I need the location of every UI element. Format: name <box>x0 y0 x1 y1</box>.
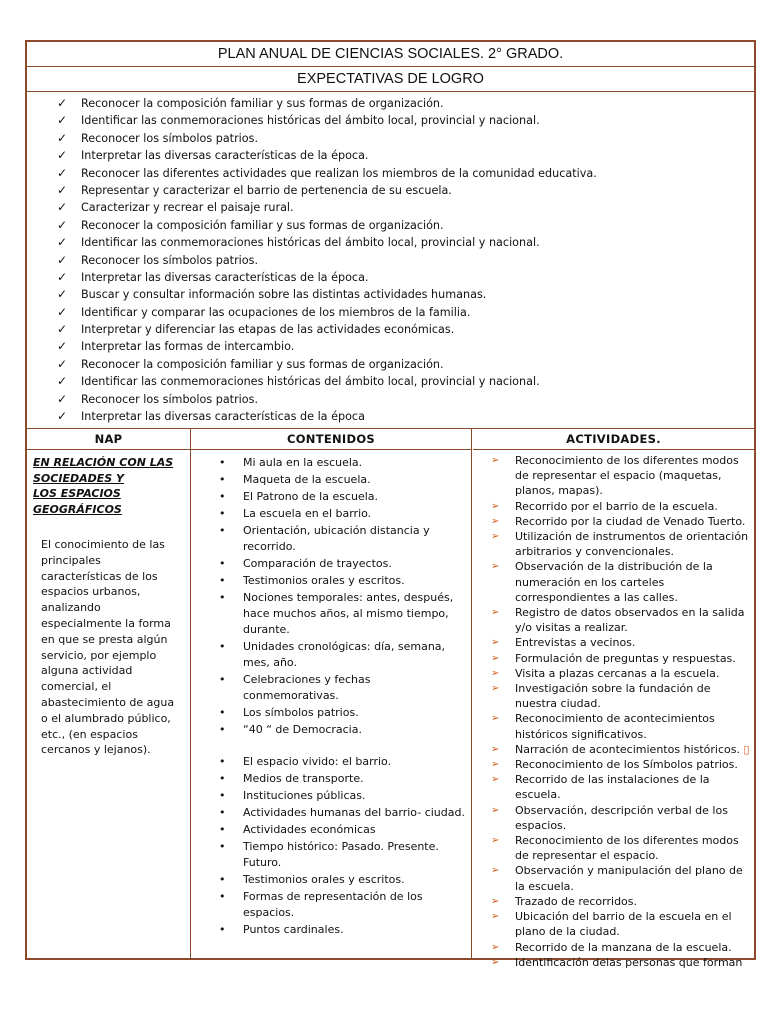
document-page <box>25 40 756 969</box>
actividad-item-text: Reconocimiento de los Símbolos patrios. <box>515 758 738 772</box>
actividad-item-text: Recorrido por la ciudad de Venado Tuerto. <box>515 514 746 528</box>
expectativa-item <box>57 408 597 425</box>
actividad-item-text: Observación y manipulación del plano de la escuela. <box>515 864 743 893</box>
bullet-icon: • <box>219 490 226 503</box>
bullet-icon: • <box>219 755 226 768</box>
contenido-item-text: Maqueta de la escuela. <box>243 473 371 486</box>
checkmark-icon: ✓ <box>57 374 68 389</box>
contenido-item <box>219 839 467 871</box>
bullet-icon: • <box>219 640 226 653</box>
checkmark-icon: ✓ <box>57 269 68 284</box>
contenido-item-text: Actividades económicas <box>243 823 376 836</box>
actividad-item <box>491 453 755 499</box>
actividad-item <box>491 651 755 666</box>
contenido-item <box>219 771 467 787</box>
expectativa-item <box>57 199 597 216</box>
checkmark-icon: ✓ <box>57 148 68 163</box>
contenido-item-text: Instituciones públicas. <box>243 789 366 802</box>
contenido-item-text: Celebraciones y fechas conmemorativas. <box>243 673 371 702</box>
bullet-icon: • <box>219 591 226 604</box>
arrow-bullet-icon: ➢ <box>491 667 500 679</box>
contenido-item <box>219 523 467 555</box>
actividad-item <box>491 757 755 772</box>
contenidos-list <box>219 455 467 939</box>
expectativa-item-text: Interpretar las diversas características de la época. <box>81 149 369 163</box>
nap-heading-line: EN RELACIÓN CON LAS <box>33 456 174 469</box>
contenido-item <box>219 472 467 488</box>
arrow-bullet-icon: ➢ <box>491 607 500 619</box>
actividad-item-text: Entrevistas a vecinos. <box>515 636 636 650</box>
contenido-item <box>219 506 467 522</box>
contenidos-column <box>191 429 472 958</box>
contenido-item <box>219 639 467 671</box>
contenido-item <box>219 922 467 938</box>
arrow-bullet-icon: ➢ <box>491 759 500 771</box>
contenido-item-text: Medios de transporte. <box>243 772 364 785</box>
nap-heading-line: GEOGRÁFICOS <box>33 502 122 516</box>
contenido-item <box>219 722 467 738</box>
checkmark-icon: ✓ <box>57 409 68 424</box>
expectativa-item-text: Reconocer los símbolos patrios. <box>81 131 259 145</box>
expectativas-list <box>57 95 597 425</box>
expectativa-item-text: Identificar las conmemoraciones históricas del ámbito local, provincial y nacional. <box>81 375 540 389</box>
nap-heading-line: SOCIEDADES Y <box>33 471 124 485</box>
actividad-item <box>491 803 755 833</box>
contenido-item <box>219 556 467 572</box>
expectativa-item <box>57 112 597 129</box>
contenido-item <box>219 805 467 821</box>
actividad-item-text: Formulación de preguntas y respuestas. <box>515 651 736 665</box>
actividad-item-text: Reconocimiento de los diferentes modos de representar el espacio. <box>515 834 739 863</box>
expectativa-item <box>57 217 597 234</box>
arrow-bullet-icon: ➢ <box>491 835 500 847</box>
bullet-icon: • <box>219 806 226 819</box>
actividad-item-text: Registro de datos observados en la salida y/o visitas a realizar. <box>515 606 745 635</box>
arrow-bullet-icon: ➢ <box>491 531 500 543</box>
nap-description: El conocimiento de las principales características de los espacios urbanos, analizando especialmente la forma en que se presta algún servicio, por ejemplo alguna actividad comercial, el abastecimiento de agua o el alumbrado público, etc., (en espacios cercanos y lejanos). <box>41 538 175 757</box>
arrow-bullet-icon: ➢ <box>491 865 500 877</box>
bullet-icon: • <box>219 890 226 903</box>
checkmark-icon: ✓ <box>57 165 68 180</box>
bullet-icon: • <box>219 840 226 853</box>
actividad-item <box>491 559 755 605</box>
arrow-bullet-icon: ➢ <box>491 561 500 573</box>
nap-header: NAP <box>27 429 190 450</box>
contenido-item-text: Los símbolos patrios. <box>243 706 359 719</box>
bullet-icon: • <box>219 789 226 802</box>
expectativa-item <box>57 321 597 338</box>
expectativa-item <box>57 147 597 164</box>
contenido-item-text: Puntos cardinales. <box>243 923 344 936</box>
arrow-bullet-icon: ➢ <box>491 956 500 968</box>
actividad-item-text: Trazado de recorridos. <box>515 894 638 908</box>
expectativa-item-text: Buscar y consultar información sobre las distintas actividades humanas. <box>81 288 487 302</box>
contenido-item <box>219 872 467 888</box>
arrow-bullet-icon: ➢ <box>491 713 500 725</box>
actividad-item-text: Visita a plazas cercanas a la escuela. <box>515 666 720 680</box>
expectativa-item <box>57 165 597 182</box>
actividad-item <box>491 863 755 893</box>
contenido-item <box>219 705 467 721</box>
checkmark-icon: ✓ <box>57 235 68 250</box>
checkmark-icon: ✓ <box>57 182 68 197</box>
contenido-item <box>219 754 467 770</box>
actividad-item <box>491 955 755 970</box>
actividad-item <box>491 940 755 955</box>
actividad-item-text: Reconocimiento de acontecimientos históricos significativos. <box>515 712 715 741</box>
expectativa-item-text: Reconocer los símbolos patrios. <box>81 253 259 267</box>
expectativa-item-text: Reconocer las diferentes actividades que realizan los miembros de la comunidad educativa. <box>81 166 597 180</box>
actividad-item-text: Reconocimiento de los diferentes modos de representar el espacio (maquetas, planos, mapas). <box>515 454 739 498</box>
expectativa-item <box>57 304 597 321</box>
contenido-item <box>219 489 467 505</box>
expectativa-item-text: Reconocer la composición familiar y sus formas de organización. <box>81 357 444 371</box>
expectativas-section <box>27 92 754 429</box>
expectativa-item-text: Reconocer los símbolos patrios. <box>81 392 259 406</box>
arrow-bullet-icon: ➢ <box>491 895 500 907</box>
document-title: PLAN ANUAL DE CIENCIAS SOCIALES. 2° GRADO. <box>27 42 754 67</box>
expectativa-item <box>57 338 597 355</box>
actividad-item-text: Recorrido de las instalaciones de la escuela. <box>515 773 710 802</box>
expectativa-item <box>57 391 597 408</box>
checkmark-icon: ✓ <box>57 322 68 337</box>
expectativa-item <box>57 234 597 251</box>
expectativas-heading: EXPECTATIVAS DE LOGRO <box>27 67 754 92</box>
expectativa-item <box>57 356 597 373</box>
bullet-icon: • <box>219 873 226 886</box>
bullet-icon: • <box>219 524 226 537</box>
nap-heading <box>33 455 190 517</box>
actividad-item <box>491 635 755 650</box>
actividad-item-text: Observación, descripción verbal de los espacios. <box>515 803 728 832</box>
actividad-item <box>491 711 755 741</box>
checkmark-icon: ✓ <box>57 287 68 302</box>
actividad-item <box>491 514 755 529</box>
checkmark-icon: ✓ <box>57 356 68 371</box>
arrow-bullet-icon: ➢ <box>491 743 500 755</box>
actividad-item <box>491 605 755 635</box>
contenido-item-text: El Patrono de la escuela. <box>243 490 379 503</box>
actividad-item <box>491 681 755 711</box>
actividad-item <box>491 772 755 802</box>
bullet-icon: • <box>219 473 226 486</box>
actividades-header: ACTIVIDADES. <box>473 429 754 450</box>
contenido-item-text: Formas de representación de los espacios. <box>243 890 423 919</box>
bullet-icon: • <box>219 723 226 736</box>
arrow-bullet-icon: ➢ <box>491 515 500 527</box>
actividades-list <box>491 453 755 970</box>
checkmark-icon: ✓ <box>57 113 68 128</box>
checkmark-icon: ✓ <box>57 304 68 319</box>
actividad-item-text: Identificación delas personas que forman <box>515 955 743 969</box>
contenido-item <box>219 455 467 471</box>
arrow-bullet-icon: ➢ <box>491 804 500 816</box>
actividad-item <box>491 909 755 939</box>
expectativa-item <box>57 95 597 112</box>
expectativa-item-text: Interpretar y diferenciar las etapas de las actividades económicas. <box>81 323 455 337</box>
actividad-item <box>491 666 755 681</box>
checkmark-icon: ✓ <box>57 391 68 406</box>
bullet-icon: • <box>219 557 226 570</box>
expectativa-item-text: Identificar y comparar las ocupaciones de los miembros de la familia. <box>81 305 471 319</box>
actividad-item <box>491 499 755 514</box>
actividad-item-text: Investigación sobre la fundación de nuestra ciudad. <box>515 682 711 711</box>
actividad-item-text: Ubicación del barrio de la escuela en el plano de la ciudad. <box>515 910 732 939</box>
actividad-item-text: Observación de la distribución de la numeración en los carteles correspondientes a las calles. <box>515 560 713 604</box>
expectativa-item-text: Identificar las conmemoraciones históricas del ámbito local, provincial y nacional. <box>81 236 540 250</box>
arrow-bullet-icon: ➢ <box>491 455 500 466</box>
bullet-icon: • <box>219 706 226 719</box>
arrow-bullet-icon: ➢ <box>491 637 500 649</box>
checkmark-icon: ✓ <box>57 217 68 232</box>
checkmark-icon: ✓ <box>57 96 68 110</box>
contenido-item <box>219 788 467 804</box>
arrow-bullet-icon: ➢ <box>491 941 500 953</box>
bullet-icon: • <box>219 772 226 785</box>
contenido-item-text: El espacio vivido: el barrio. <box>243 755 392 768</box>
expectativa-item <box>57 269 597 286</box>
missing-glyph-icon: ▯ <box>739 742 750 756</box>
expectativa-item-text: Reconocer la composición familiar y sus formas de organización. <box>81 97 444 110</box>
actividad-item-text: Utilización de instrumentos de orientación arbitrarios y convencionales. <box>515 530 749 559</box>
bullet-icon: • <box>219 507 226 520</box>
arrow-bullet-icon: ➢ <box>491 652 500 664</box>
expectativa-item-text: Caracterizar y recrear el paisaje rural. <box>81 201 294 215</box>
checkmark-icon: ✓ <box>57 200 68 215</box>
contenidos-header: CONTENIDOS <box>191 429 471 450</box>
contenido-item-text: Nociones temporales: antes, después, hace muchos años, al mismo tiempo, durante. <box>243 591 454 636</box>
actividades-column <box>473 429 754 969</box>
actividad-item <box>491 894 755 909</box>
expectativa-item <box>57 286 597 303</box>
actividad-item-text: Narración de acontecimientos históricos. <box>515 742 740 756</box>
checkmark-icon: ✓ <box>57 339 68 354</box>
actividad-item <box>491 833 755 863</box>
bullet-icon: • <box>219 456 226 469</box>
contenido-item-text: Testimonios orales y escritos. <box>243 574 405 587</box>
contenido-item-text: Testimonios orales y escritos. <box>243 873 405 886</box>
contenido-item-text: “40 “ de Democracia. <box>243 723 362 736</box>
contenido-item <box>219 573 467 589</box>
contenido-item-text: Actividades humanas del barrio- ciudad. <box>243 806 465 819</box>
bullet-icon: • <box>219 823 226 836</box>
expectativa-item-text: Interpretar las diversas características de la época. <box>81 270 369 284</box>
contenido-item-text: Mi aula en la escuela. <box>243 456 363 469</box>
expectativa-item <box>57 182 597 199</box>
expectativa-item-text: Interpretar las formas de intercambio. <box>81 340 295 354</box>
actividad-item <box>491 529 755 559</box>
expectativa-item <box>57 373 597 390</box>
arrow-bullet-icon: ➢ <box>491 911 500 923</box>
arrow-bullet-icon: ➢ <box>491 774 500 786</box>
contenido-item <box>219 590 467 638</box>
expectativa-item <box>57 252 597 269</box>
checkmark-icon: ✓ <box>57 130 68 145</box>
bullet-icon: • <box>219 673 226 686</box>
arrow-bullet-icon: ➢ <box>491 500 500 512</box>
bullet-icon: • <box>219 574 226 587</box>
contenido-item-text: Tiempo histórico: Pasado. Presente. Futuro. <box>243 840 439 869</box>
contenido-item-text: Comparación de trayectos. <box>243 557 392 570</box>
contenido-item <box>219 889 467 921</box>
contenido-item-text: Orientación, ubicación distancia y recorrido. <box>243 524 430 553</box>
checkmark-icon: ✓ <box>57 252 68 267</box>
contenido-item-text: Unidades cronológicas: día, semana, mes, año. <box>243 640 446 669</box>
actividad-item <box>491 742 755 757</box>
expectativa-item <box>57 130 597 147</box>
actividad-item-text: Recorrido por el barrio de la escuela. <box>515 499 718 513</box>
contenido-item-text: La escuela en el barrio. <box>243 507 372 520</box>
actividad-item-text: Recorrido de la manzana de la escuela. <box>515 940 732 954</box>
expectativa-item-text: Interpretar las diversas características de la época <box>81 410 365 424</box>
expectativa-item-text: Reconocer la composición familiar y sus formas de organización. <box>81 218 444 232</box>
plan-table <box>27 429 754 969</box>
contenido-item <box>219 822 467 838</box>
expectativa-item-text: Identificar las conmemoraciones históricas del ámbito local, provincial y nacional. <box>81 114 540 128</box>
bullet-icon: • <box>219 923 226 936</box>
arrow-bullet-icon: ➢ <box>491 683 500 695</box>
nap-column <box>27 429 191 958</box>
expectativa-item-text: Representar y caracterizar el barrio de pertenencia de su escuela. <box>81 183 452 197</box>
contenido-item <box>219 672 467 704</box>
nap-heading-line: LOS ESPACIOS <box>33 487 121 500</box>
